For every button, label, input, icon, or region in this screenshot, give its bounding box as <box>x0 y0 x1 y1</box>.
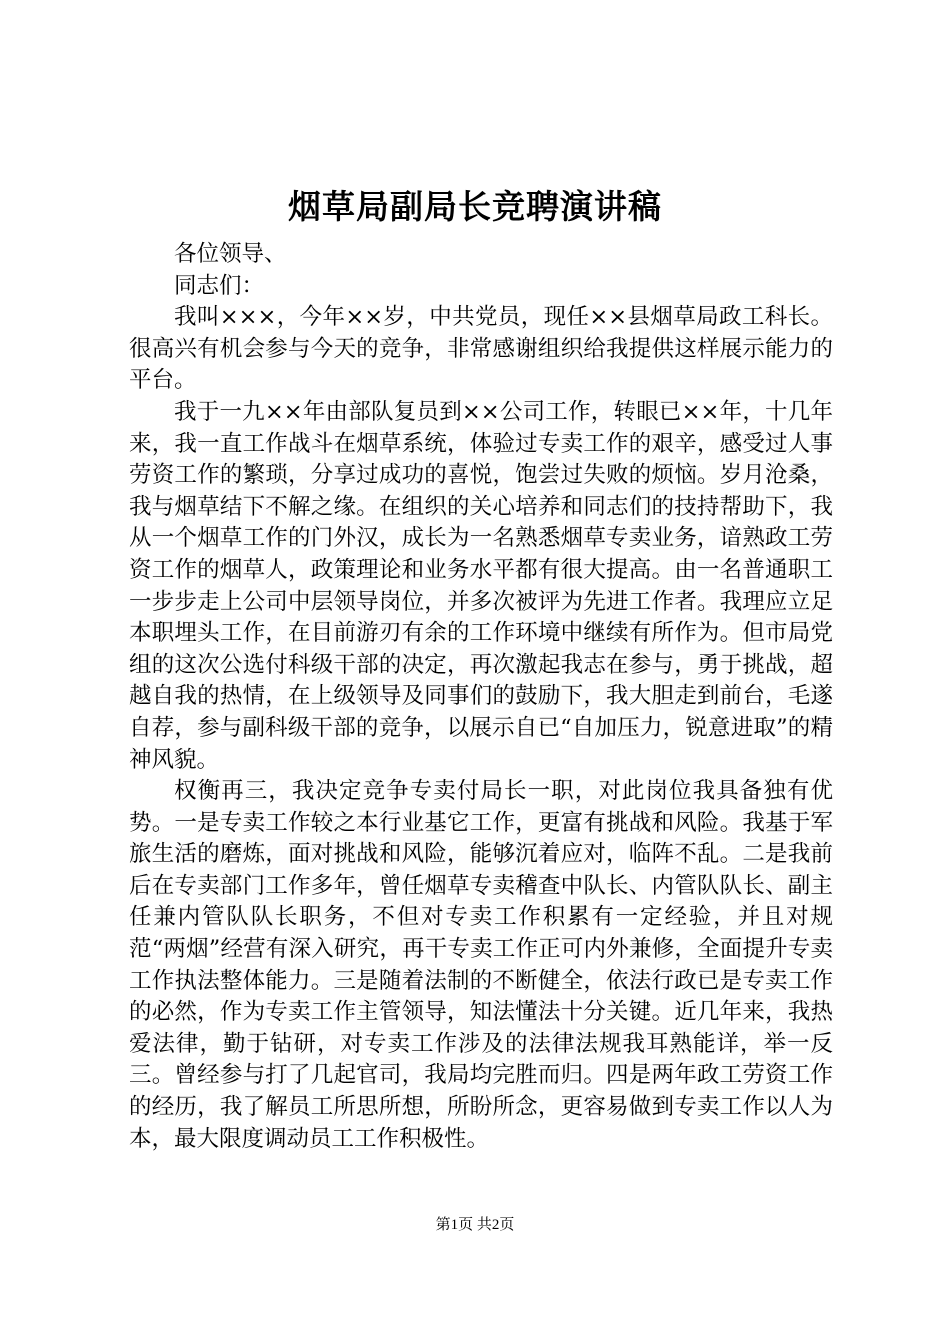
greeting-line: 各位领导、 <box>174 241 287 267</box>
body-paragraph: 我于一九××年由部队复员到××公司工作，转眼已××年，十几年来，我一直工作战斗在烟草系统，体验过专卖工作的艰辛，感受过人事劳资工作的繁琐，分享过成功的喜悦，饱尝过失败的烦恼。岁月沧桑，我与烟草结下不解之缘。在组织的关心培养和同志们的技持帮助下，我从一个烟草工作的门外汉，成长为一名熟悉烟草专卖业务，谙熟政工劳资工作的烟草人，政策理论和业务水平都有很大提高。由一名普通职工一步步走上公司中层领导岗位，并多次被评为先进工作者。我理应立足本职埋头工作，在目前游刃有余的工作环境中继续有所作为。但市局党组的这次公选付科级干部的决定，再次激起我志在参与，勇于挑战，超越自我的热情，在上级领导及同事们的鼓励下，我大胆走到前台，毛遂自荐，参与副科级干部的竞争，以展示自已“自加压力，锐意进取”的精神风貌。 <box>129 398 833 773</box>
document-title: 烟草局副局长竞聘演讲稿 <box>288 187 662 226</box>
page-number-footer: 第1页 共2页 <box>435 1217 515 1233</box>
body-paragraph: 权衡再三，我决定竞争专卖付局长一职，对此岗位我具备独有优势。一是专卖工作较之本行业基它工作，更富有挑战和风险。我基于军旅生活的磨炼，面对挑战和风险，能够沉着应对，临阵不乱。二是我前后在专卖部门工作多年，曾任烟草专卖稽查中队长、内管队队长、副主任兼内管队队长职务，不但对专卖工作积累有一定经验，并且对规范“两烟”经营有深入研究，再干专卖工作正可内外兼修，全面提升专卖工作执法整体能力。三是随着法制的不断健全，依法行政已是专卖工作的必然，作为专卖工作主管领导，知法懂法十分关键。近几年来，我热爱法律，勤于钻研，对专卖工作涉及的法律法规我耳熟能详，举一反三。曾经参与打了几起官司，我局均完胜而归。四是两年政工劳资工作的经历，我了解员工所思所想，所盼所念，更容易做到专卖工作以人为本，最大限度调动员工工作积极性。 <box>129 778 833 1152</box>
document-body <box>129 239 833 1155</box>
body-paragraph: 我叫×××，今年××岁，中共党员，现任××县烟草局政工科长。很高兴有机会参与今天的竞争，非常感谢组织给我提供这样展示能力的平台。 <box>129 304 833 394</box>
greeting-line: 同志们： <box>174 272 265 299</box>
